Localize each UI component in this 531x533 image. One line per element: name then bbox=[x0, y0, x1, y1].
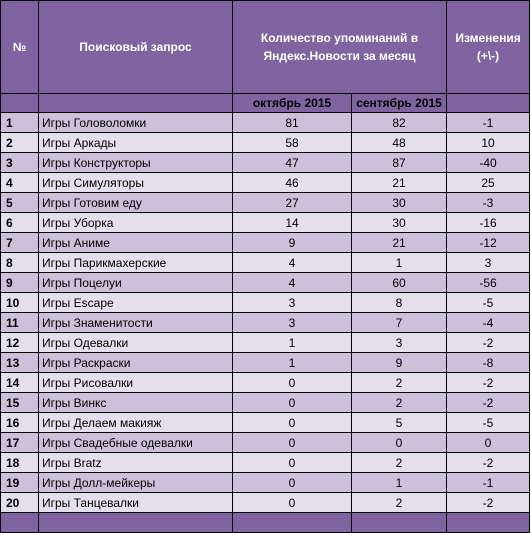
table-row bbox=[1, 473, 530, 493]
footer-row bbox=[1, 513, 530, 533]
row-change: -2 bbox=[447, 373, 530, 393]
table-row bbox=[1, 313, 530, 333]
row-sep: 82 bbox=[352, 113, 447, 133]
row-query: Игры Долл-мейкеры bbox=[39, 473, 233, 493]
row-oct: 46 bbox=[233, 173, 352, 193]
row-oct: 0 bbox=[233, 473, 352, 493]
row-num: 15 bbox=[1, 393, 39, 413]
row-change: -5 bbox=[447, 413, 530, 433]
subheader-row bbox=[1, 94, 530, 113]
row-query: Игры Парикмахерские bbox=[39, 253, 233, 273]
row-query: Игры Знаменитости bbox=[39, 313, 233, 333]
row-num: 12 bbox=[1, 333, 39, 353]
table-row bbox=[1, 193, 530, 213]
row-change: -1 bbox=[447, 113, 530, 133]
row-query: Игры Bratz bbox=[39, 453, 233, 473]
row-change: -3 bbox=[447, 193, 530, 213]
row-change: -5 bbox=[447, 293, 530, 313]
row-change: 25 bbox=[447, 173, 530, 193]
row-num: 19 bbox=[1, 473, 39, 493]
row-sep: 48 bbox=[352, 133, 447, 153]
row-query: Игры Escape bbox=[39, 293, 233, 313]
row-change: -16 bbox=[447, 213, 530, 233]
row-num: 4 bbox=[1, 173, 39, 193]
row-change: -4 bbox=[447, 313, 530, 333]
row-oct: 4 bbox=[233, 253, 352, 273]
subheader-empty-num bbox=[1, 94, 39, 113]
table-row bbox=[1, 153, 530, 173]
row-oct: 0 bbox=[233, 373, 352, 393]
row-sep: 21 bbox=[352, 233, 447, 253]
row-change: -2 bbox=[447, 393, 530, 413]
row-num: 17 bbox=[1, 433, 39, 453]
row-query: Игры Рисовалки bbox=[39, 373, 233, 393]
table-row bbox=[1, 273, 530, 293]
row-num: 13 bbox=[1, 353, 39, 373]
header-mentions: Количество упоминаний в Яндекс.Новости за месяц bbox=[233, 1, 447, 94]
row-query: Игры Уборка bbox=[39, 213, 233, 233]
row-sep: 87 bbox=[352, 153, 447, 173]
row-sep: 9 bbox=[352, 353, 447, 373]
row-change: -2 bbox=[447, 493, 530, 513]
table-row bbox=[1, 353, 530, 373]
row-num: 9 bbox=[1, 273, 39, 293]
row-change: 0 bbox=[447, 433, 530, 453]
row-change: -2 bbox=[447, 333, 530, 353]
row-oct: 0 bbox=[233, 433, 352, 453]
row-query: Игры Аниме bbox=[39, 233, 233, 253]
row-oct: 9 bbox=[233, 233, 352, 253]
row-oct: 4 bbox=[233, 273, 352, 293]
row-oct: 3 bbox=[233, 293, 352, 313]
table-row bbox=[1, 213, 530, 233]
row-query: Игры Поцелуи bbox=[39, 273, 233, 293]
row-num: 3 bbox=[1, 153, 39, 173]
row-query: Игры Раскраски bbox=[39, 353, 233, 373]
row-change: -56 bbox=[447, 273, 530, 293]
row-sep: 30 bbox=[352, 213, 447, 233]
row-change: 3 bbox=[447, 253, 530, 273]
row-query: Игры Делаем макияж bbox=[39, 413, 233, 433]
table-row bbox=[1, 253, 530, 273]
row-query: Игры Свадебные одевалки bbox=[39, 433, 233, 453]
row-oct: 0 bbox=[233, 493, 352, 513]
row-oct: 0 bbox=[233, 393, 352, 413]
row-sep: 3 bbox=[352, 333, 447, 353]
row-change: -1 bbox=[447, 473, 530, 493]
row-change: -40 bbox=[447, 153, 530, 173]
row-oct: 0 bbox=[233, 413, 352, 433]
footer-cell bbox=[233, 513, 352, 533]
row-oct: 0 bbox=[233, 453, 352, 473]
row-change: 10 bbox=[447, 133, 530, 153]
subheader-empty-change bbox=[447, 94, 530, 113]
row-num: 5 bbox=[1, 193, 39, 213]
row-sep: 8 bbox=[352, 293, 447, 313]
row-oct: 47 bbox=[233, 153, 352, 173]
header-query: Поисковый запрос bbox=[39, 1, 233, 94]
row-sep: 30 bbox=[352, 193, 447, 213]
table-row bbox=[1, 293, 530, 313]
row-num: 14 bbox=[1, 373, 39, 393]
row-query: Игры Конструкторы bbox=[39, 153, 233, 173]
row-num: 2 bbox=[1, 133, 39, 153]
row-query: Игры Головоломки bbox=[39, 113, 233, 133]
row-num: 11 bbox=[1, 313, 39, 333]
header-change: Изменения (+\-) bbox=[447, 1, 530, 94]
table-row bbox=[1, 373, 530, 393]
table-row bbox=[1, 333, 530, 353]
row-num: 7 bbox=[1, 233, 39, 253]
row-num: 10 bbox=[1, 293, 39, 313]
row-oct: 14 bbox=[233, 213, 352, 233]
header-row bbox=[1, 1, 530, 94]
table-row bbox=[1, 113, 530, 133]
row-sep: 2 bbox=[352, 453, 447, 473]
row-query: Игры Одевалки bbox=[39, 333, 233, 353]
table-row bbox=[1, 393, 530, 413]
subheader-empty-query bbox=[39, 94, 233, 113]
row-query: Игры Винкс bbox=[39, 393, 233, 413]
row-num: 6 bbox=[1, 213, 39, 233]
row-oct: 1 bbox=[233, 333, 352, 353]
footer-cell bbox=[1, 513, 39, 533]
table-row bbox=[1, 433, 530, 453]
row-num: 1 bbox=[1, 113, 39, 133]
row-sep: 21 bbox=[352, 173, 447, 193]
row-oct: 81 bbox=[233, 113, 352, 133]
row-sep: 2 bbox=[352, 373, 447, 393]
table-row bbox=[1, 173, 530, 193]
row-change: -12 bbox=[447, 233, 530, 253]
row-sep: 60 bbox=[352, 273, 447, 293]
row-num: 20 bbox=[1, 493, 39, 513]
row-change: -8 bbox=[447, 353, 530, 373]
row-sep: 1 bbox=[352, 473, 447, 493]
row-oct: 58 bbox=[233, 133, 352, 153]
table-row bbox=[1, 453, 530, 473]
row-sep: 7 bbox=[352, 313, 447, 333]
row-query: Игры Симуляторы bbox=[39, 173, 233, 193]
subheader-sep: сентябрь 2015 bbox=[352, 94, 447, 113]
table-body bbox=[1, 113, 530, 533]
row-sep: 5 bbox=[352, 413, 447, 433]
row-sep: 2 bbox=[352, 393, 447, 413]
subheader-oct: октябрь 2015 bbox=[233, 94, 352, 113]
table-row bbox=[1, 233, 530, 253]
table-row bbox=[1, 413, 530, 433]
footer-cell bbox=[447, 513, 530, 533]
row-sep: 1 bbox=[352, 253, 447, 273]
row-oct: 27 bbox=[233, 193, 352, 213]
row-query: Игры Аркады bbox=[39, 133, 233, 153]
table-row bbox=[1, 133, 530, 153]
footer-cell bbox=[39, 513, 233, 533]
row-change: -2 bbox=[447, 453, 530, 473]
row-num: 8 bbox=[1, 253, 39, 273]
footer-cell bbox=[352, 513, 447, 533]
header-num: № bbox=[1, 1, 39, 94]
row-sep: 0 bbox=[352, 433, 447, 453]
table-row bbox=[1, 493, 530, 513]
row-sep: 2 bbox=[352, 493, 447, 513]
row-query: Игры Танцевалки bbox=[39, 493, 233, 513]
row-oct: 1 bbox=[233, 353, 352, 373]
row-query: Игры Готовим еду bbox=[39, 193, 233, 213]
row-num: 18 bbox=[1, 453, 39, 473]
row-num: 16 bbox=[1, 413, 39, 433]
row-oct: 3 bbox=[233, 313, 352, 333]
